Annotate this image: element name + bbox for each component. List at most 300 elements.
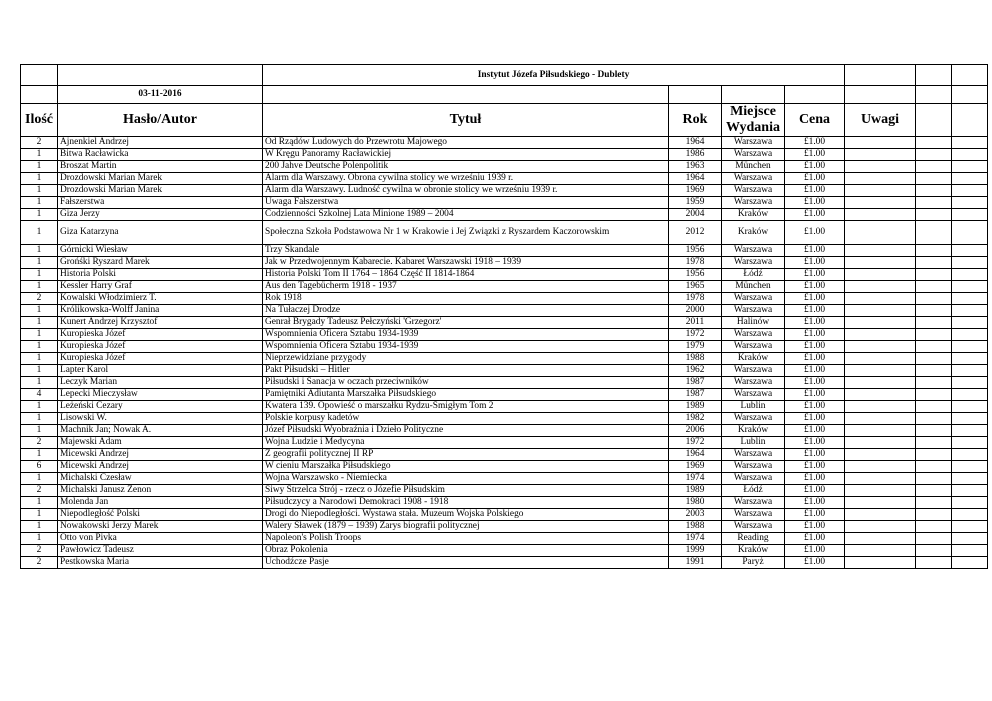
- cell-author: Ajnenkiel Andrzej: [58, 137, 263, 149]
- cell-author: Fałszerstwa: [58, 197, 263, 209]
- cell-year: 1974: [669, 473, 722, 485]
- cell-author: Pestkowska Maria: [58, 557, 263, 569]
- table-row: [21, 197, 988, 209]
- cell-qty: 1: [21, 197, 58, 209]
- cell-title: Alarm dla Warszawy. Ludność cywilna w obronie stolicy we wrześniu 1939 r.: [263, 185, 669, 197]
- header-author: Hasło/Autor: [58, 104, 263, 137]
- table-row: [21, 449, 988, 461]
- cell-empty: [916, 221, 952, 245]
- table-row: [21, 545, 988, 557]
- cell-empty: [916, 425, 952, 437]
- cell-author: Drozdowski Marian Marek: [58, 185, 263, 197]
- cell-author: Molenda Jan: [58, 497, 263, 509]
- cell-empty: [916, 521, 952, 533]
- cell-place: Warszawa: [722, 305, 785, 317]
- cell-qty: 1: [21, 341, 58, 353]
- inventory-table: [20, 64, 988, 569]
- cell-notes: [845, 257, 916, 269]
- cell-title: Napoleon's Polish Troops: [263, 533, 669, 545]
- cell-author: Kunert Andrzej Krzysztof: [58, 317, 263, 329]
- cell-price: £1.00: [785, 137, 845, 149]
- cell-author: Lisowski W.: [58, 413, 263, 425]
- cell-price: £1.00: [785, 341, 845, 353]
- cell-price: £1.00: [785, 317, 845, 329]
- cell-place: Warszawa: [722, 461, 785, 473]
- cell-place: Reading: [722, 533, 785, 545]
- cell-price: £1.00: [785, 461, 845, 473]
- cell-price: £1.00: [785, 329, 845, 341]
- cell-empty: [916, 341, 952, 353]
- cell-empty: [952, 449, 988, 461]
- cell-title: Piłsudski i Sanacja w oczach przeciwników: [263, 377, 669, 389]
- cell-year: 1978: [669, 293, 722, 305]
- table-row: [21, 413, 988, 425]
- cell-place: Warszawa: [722, 449, 785, 461]
- cell-author: Kuropieska Józef: [58, 329, 263, 341]
- cell-price: £1.00: [785, 149, 845, 161]
- cell-price: £1.00: [785, 209, 845, 221]
- cell-place: Warszawa: [722, 197, 785, 209]
- cell-author: Królikowska-Wolff Janina: [58, 305, 263, 317]
- cell-notes: [845, 377, 916, 389]
- cell-title: Na Tułaczej Drodze: [263, 305, 669, 317]
- cell-price: £1.00: [785, 245, 845, 257]
- cell-qty: 1: [21, 161, 58, 173]
- cell-year: 1987: [669, 389, 722, 401]
- cell-year: 1965: [669, 281, 722, 293]
- cell-empty: [952, 209, 988, 221]
- header-row: [21, 104, 988, 137]
- cell-empty: [952, 329, 988, 341]
- cell-qty: 6: [21, 461, 58, 473]
- date-row: [21, 86, 988, 104]
- cell-author: Leczyk Marian: [58, 377, 263, 389]
- table-row: [21, 437, 988, 449]
- cell-place: Łódź: [722, 485, 785, 497]
- cell-title: W Kręgu Panoramy Racławickiej: [263, 149, 669, 161]
- cell-title: Józef Piłsudski Wyobraźnia i Dzieło Polityczne: [263, 425, 669, 437]
- cell-title: Polskie korpusy kadetów: [263, 413, 669, 425]
- cell-empty: [952, 245, 988, 257]
- cell-title: Codzienności Szkolnej Lata Minione 1989 – 2004: [263, 209, 669, 221]
- cell-notes: [845, 425, 916, 437]
- cell-notes: [845, 449, 916, 461]
- cell-notes: [845, 137, 916, 149]
- cell-title: Aus den Tagebücherm 1918 - 1937: [263, 281, 669, 293]
- cell-empty: [916, 401, 952, 413]
- cell-empty: [916, 461, 952, 473]
- cell-qty: 2: [21, 437, 58, 449]
- header-place: Miejsce Wydania: [722, 104, 785, 137]
- cell-notes: [845, 545, 916, 557]
- table-row: [21, 329, 988, 341]
- table-row: [21, 173, 988, 185]
- cell-empty: [952, 317, 988, 329]
- title-row: [21, 65, 988, 86]
- cell-empty: [916, 173, 952, 185]
- cell-empty: [952, 365, 988, 377]
- table-row: [21, 149, 988, 161]
- cell-place: Warszawa: [722, 377, 785, 389]
- cell-qty: 1: [21, 425, 58, 437]
- cell-author: Pawłowicz Tadeusz: [58, 545, 263, 557]
- cell-title: Wspomnienia Oficera Sztabu 1934-1939: [263, 329, 669, 341]
- cell-notes: [845, 197, 916, 209]
- cell-year: 1979: [669, 341, 722, 353]
- cell-title: Wojna Warszawsko - Niemiecka: [263, 473, 669, 485]
- cell-price: £1.00: [785, 377, 845, 389]
- cell-author: Giza Jerzy: [58, 209, 263, 221]
- table-row: [21, 509, 988, 521]
- cell-year: 1972: [669, 437, 722, 449]
- cell-qty: 2: [21, 137, 58, 149]
- cell-author: Michalski Czesław: [58, 473, 263, 485]
- cell-year: 2006: [669, 425, 722, 437]
- cell-price: £1.00: [785, 293, 845, 305]
- cell-title: Jak w Przedwojennym Kabarecie. Kabaret Warszawski 1918 – 1939: [263, 257, 669, 269]
- cell-empty: [952, 197, 988, 209]
- cell-price: £1.00: [785, 161, 845, 173]
- cell-price: £1.00: [785, 449, 845, 461]
- cell-notes: [845, 293, 916, 305]
- cell-author: Kuropieska Józef: [58, 353, 263, 365]
- cell-notes: [845, 533, 916, 545]
- table-row: [21, 209, 988, 221]
- cell-notes: [845, 245, 916, 257]
- table-row: [21, 245, 988, 257]
- cell-author: Bitwa Racławicka: [58, 149, 263, 161]
- cell-place: Paryż: [722, 557, 785, 569]
- cell-author: Micewski Andrzej: [58, 461, 263, 473]
- table-row: [21, 341, 988, 353]
- cell-qty: 1: [21, 173, 58, 185]
- cell-empty: [916, 365, 952, 377]
- cell-notes: [845, 353, 916, 365]
- cell-notes: [845, 401, 916, 413]
- cell-qty: 1: [21, 245, 58, 257]
- table-row: [21, 473, 988, 485]
- cell-place: Łódź: [722, 269, 785, 281]
- cell-empty: [916, 329, 952, 341]
- cell-author: Górnicki Wiesław: [58, 245, 263, 257]
- cell-price: £1.00: [785, 221, 845, 245]
- cell-price: £1.00: [785, 305, 845, 317]
- table-row: [21, 485, 988, 497]
- cell-price: £1.00: [785, 521, 845, 533]
- cell-place: Warszawa: [722, 365, 785, 377]
- cell-price: £1.00: [785, 497, 845, 509]
- cell-empty: [952, 137, 988, 149]
- cell-title: Drogi do Niepodległości. Wystawa stała. Muzeum Wojska Polskiego: [263, 509, 669, 521]
- cell-price: £1.00: [785, 425, 845, 437]
- cell-year: 1964: [669, 449, 722, 461]
- table-row: [21, 461, 988, 473]
- cell-author: Micewski Andrzej: [58, 449, 263, 461]
- cell-place: München: [722, 281, 785, 293]
- cell-empty: [916, 185, 952, 197]
- cell-author: Broszat Martin: [58, 161, 263, 173]
- cell-place: Warszawa: [722, 257, 785, 269]
- cell-title: 200 Jahve Deutsche Polenpolitik: [263, 161, 669, 173]
- cell-empty: [952, 401, 988, 413]
- cell-year: 1956: [669, 245, 722, 257]
- cell-title: Od Rządów Ludowych do Przewrotu Majowego: [263, 137, 669, 149]
- cell-qty: 1: [21, 185, 58, 197]
- cell-price: £1.00: [785, 557, 845, 569]
- cell-price: £1.00: [785, 281, 845, 293]
- document-title: Instytut Józefa Piłsudskiego - Dublety: [263, 65, 845, 86]
- cell-empty: [916, 149, 952, 161]
- cell-title: Genrał Brygady Tadeusz Pełczyński 'Grzegorz': [263, 317, 669, 329]
- table-row: [21, 269, 988, 281]
- cell-notes: [845, 269, 916, 281]
- cell-empty: [952, 461, 988, 473]
- cell-title: Trzy Skandale: [263, 245, 669, 257]
- cell-price: £1.00: [785, 401, 845, 413]
- cell-year: 1963: [669, 161, 722, 173]
- cell-place: Warszawa: [722, 173, 785, 185]
- cell-notes: [845, 329, 916, 341]
- cell-price: £1.00: [785, 257, 845, 269]
- cell-title: W cieniu Marszałka Piłsudskiego: [263, 461, 669, 473]
- cell-year: 1986: [669, 149, 722, 161]
- cell-qty: 1: [21, 305, 58, 317]
- cell-place: Warszawa: [722, 245, 785, 257]
- cell-year: 1964: [669, 137, 722, 149]
- cell-empty: [916, 377, 952, 389]
- cell-qty: 1: [21, 473, 58, 485]
- table-row: [21, 293, 988, 305]
- cell-empty: [952, 509, 988, 521]
- cell-title: Uwaga Fałszerstwa: [263, 197, 669, 209]
- cell-year: 2003: [669, 509, 722, 521]
- cell-title: Wojna Ludzie i Medycyna: [263, 437, 669, 449]
- cell-empty: [916, 161, 952, 173]
- cell-empty: [916, 281, 952, 293]
- cell-notes: [845, 317, 916, 329]
- cell-qty: 1: [21, 521, 58, 533]
- cell-empty: [916, 197, 952, 209]
- cell-year: 2004: [669, 209, 722, 221]
- cell-qty: 1: [21, 329, 58, 341]
- cell-place: Warszawa: [722, 185, 785, 197]
- cell-empty: [952, 377, 988, 389]
- cell-qty: 1: [21, 449, 58, 461]
- cell-notes: [845, 389, 916, 401]
- cell-year: 1988: [669, 353, 722, 365]
- cell-place: Warszawa: [722, 473, 785, 485]
- cell-place: Warszawa: [722, 497, 785, 509]
- cell-title: Z geografii politycznej II RP: [263, 449, 669, 461]
- cell-notes: [845, 473, 916, 485]
- cell-place: Kraków: [722, 353, 785, 365]
- table-row: [21, 533, 988, 545]
- cell-year: 1974: [669, 533, 722, 545]
- cell-title: Historia Polski Tom II 1764 – 1864 Część II 1814-1864: [263, 269, 669, 281]
- cell-title: Obraz Pokolenia: [263, 545, 669, 557]
- table-row: [21, 389, 988, 401]
- cell-author: Lepecki Mieczysław: [58, 389, 263, 401]
- cell-year: 1989: [669, 401, 722, 413]
- cell-qty: 1: [21, 353, 58, 365]
- cell-price: £1.00: [785, 365, 845, 377]
- header-title: Tytuł: [263, 104, 669, 137]
- cell-year: 2011: [669, 317, 722, 329]
- cell-notes: [845, 209, 916, 221]
- cell-empty: [952, 497, 988, 509]
- cell-qty: 1: [21, 209, 58, 221]
- cell-notes: [845, 305, 916, 317]
- cell-title: Pakt Piłsudski – Hitler: [263, 365, 669, 377]
- cell-notes: [845, 341, 916, 353]
- cell-empty: [916, 353, 952, 365]
- cell-year: 1972: [669, 329, 722, 341]
- cell-empty: [952, 389, 988, 401]
- table-row: [21, 377, 988, 389]
- table-row: [21, 425, 988, 437]
- cell-notes: [845, 185, 916, 197]
- cell-title: Społeczna Szkoła Podstawowa Nr 1 w Krakowie i Jej Związki z Ryszardem Kaczorowskim: [263, 221, 669, 245]
- cell-empty: [952, 533, 988, 545]
- cell-year: 1978: [669, 257, 722, 269]
- cell-empty: [952, 341, 988, 353]
- cell-qty: 1: [21, 533, 58, 545]
- cell-price: £1.00: [785, 353, 845, 365]
- cell-price: £1.00: [785, 197, 845, 209]
- table-row: [21, 185, 988, 197]
- cell-price: £1.00: [785, 485, 845, 497]
- cell-qty: 1: [21, 509, 58, 521]
- cell-author: Otto von Pivka: [58, 533, 263, 545]
- cell-notes: [845, 521, 916, 533]
- cell-empty: [952, 473, 988, 485]
- header-qty: Ilość: [21, 104, 58, 137]
- cell-notes: [845, 497, 916, 509]
- cell-qty: 1: [21, 257, 58, 269]
- cell-notes: [845, 485, 916, 497]
- cell-price: £1.00: [785, 269, 845, 281]
- cell-title: Wspomnienia Oficera Sztabu 1934-1939: [263, 341, 669, 353]
- cell-empty: [916, 449, 952, 461]
- cell-place: Kraków: [722, 545, 785, 557]
- cell-notes: [845, 413, 916, 425]
- cell-empty: [952, 437, 988, 449]
- cell-notes: [845, 149, 916, 161]
- cell-year: 1989: [669, 485, 722, 497]
- cell-place: München: [722, 161, 785, 173]
- table-row: [21, 497, 988, 509]
- cell-author: Machnik Jan; Nowak A.: [58, 425, 263, 437]
- table-row: [21, 281, 988, 293]
- cell-price: £1.00: [785, 185, 845, 197]
- cell-title: Piłsudczycy a Narodowi Demokraci 1908 - 1918: [263, 497, 669, 509]
- cell-price: £1.00: [785, 437, 845, 449]
- cell-title: Pamiętniki Adiutanta Marszałka Piłsudskiego: [263, 389, 669, 401]
- cell-place: Kraków: [722, 425, 785, 437]
- cell-place: Warszawa: [722, 413, 785, 425]
- header-notes: Uwagi: [845, 104, 916, 137]
- cell-year: 1964: [669, 173, 722, 185]
- cell-price: £1.00: [785, 413, 845, 425]
- cell-empty: [916, 485, 952, 497]
- cell-place: Warszawa: [722, 329, 785, 341]
- cell-year: 1982: [669, 413, 722, 425]
- cell-price: £1.00: [785, 173, 845, 185]
- cell-empty: [916, 137, 952, 149]
- cell-empty: [952, 425, 988, 437]
- cell-qty: 1: [21, 401, 58, 413]
- cell-qty: 1: [21, 149, 58, 161]
- cell-empty: [952, 161, 988, 173]
- cell-place: Warszawa: [722, 521, 785, 533]
- cell-qty: 2: [21, 293, 58, 305]
- table-row: [21, 161, 988, 173]
- table-row: [21, 521, 988, 533]
- cell-place: Lublin: [722, 401, 785, 413]
- cell-empty: [952, 269, 988, 281]
- cell-empty: [916, 473, 952, 485]
- cell-empty: [916, 557, 952, 569]
- cell-title: Alarm dla Warszawy. Obrona cywilna stolicy we wrześniu 1939 r.: [263, 173, 669, 185]
- cell-empty: [916, 545, 952, 557]
- cell-qty: 2: [21, 485, 58, 497]
- cell-notes: [845, 557, 916, 569]
- cell-empty: [916, 245, 952, 257]
- cell-empty: [952, 281, 988, 293]
- cell-qty: 1: [21, 377, 58, 389]
- cell-author: Grońśki Ryszard Marek: [58, 257, 263, 269]
- cell-empty: [952, 173, 988, 185]
- document-date: 03-11-2016: [58, 86, 263, 104]
- cell-empty: [916, 509, 952, 521]
- cell-title: Walery Sławek (1879 – 1939) Zarys biografii politycznej: [263, 521, 669, 533]
- cell-place: Kraków: [722, 209, 785, 221]
- cell-place: Warszawa: [722, 389, 785, 401]
- cell-price: £1.00: [785, 545, 845, 557]
- cell-empty: [952, 521, 988, 533]
- cell-empty: [916, 437, 952, 449]
- cell-year: 2000: [669, 305, 722, 317]
- table-row: [21, 137, 988, 149]
- cell-year: 1969: [669, 185, 722, 197]
- table-row: [21, 221, 988, 245]
- cell-qty: 4: [21, 389, 58, 401]
- cell-year: 1999: [669, 545, 722, 557]
- cell-empty: [952, 257, 988, 269]
- cell-empty: [952, 557, 988, 569]
- cell-empty: [916, 293, 952, 305]
- header-year: Rok: [669, 104, 722, 137]
- cell-author: Lapter Karol: [58, 365, 263, 377]
- cell-author: Kessler Harry Graf: [58, 281, 263, 293]
- cell-author: Giza Katarzyna: [58, 221, 263, 245]
- cell-price: £1.00: [785, 473, 845, 485]
- cell-title: Rok 1918: [263, 293, 669, 305]
- table-row: [21, 353, 988, 365]
- cell-year: 1991: [669, 557, 722, 569]
- cell-year: 1988: [669, 521, 722, 533]
- cell-empty: [916, 533, 952, 545]
- cell-price: £1.00: [785, 533, 845, 545]
- cell-year: 1987: [669, 377, 722, 389]
- cell-empty: [916, 209, 952, 221]
- cell-empty: [952, 149, 988, 161]
- cell-empty: [916, 305, 952, 317]
- cell-empty: [916, 257, 952, 269]
- cell-author: Kuropieska Józef: [58, 341, 263, 353]
- cell-year: 1980: [669, 497, 722, 509]
- cell-qty: 1: [21, 497, 58, 509]
